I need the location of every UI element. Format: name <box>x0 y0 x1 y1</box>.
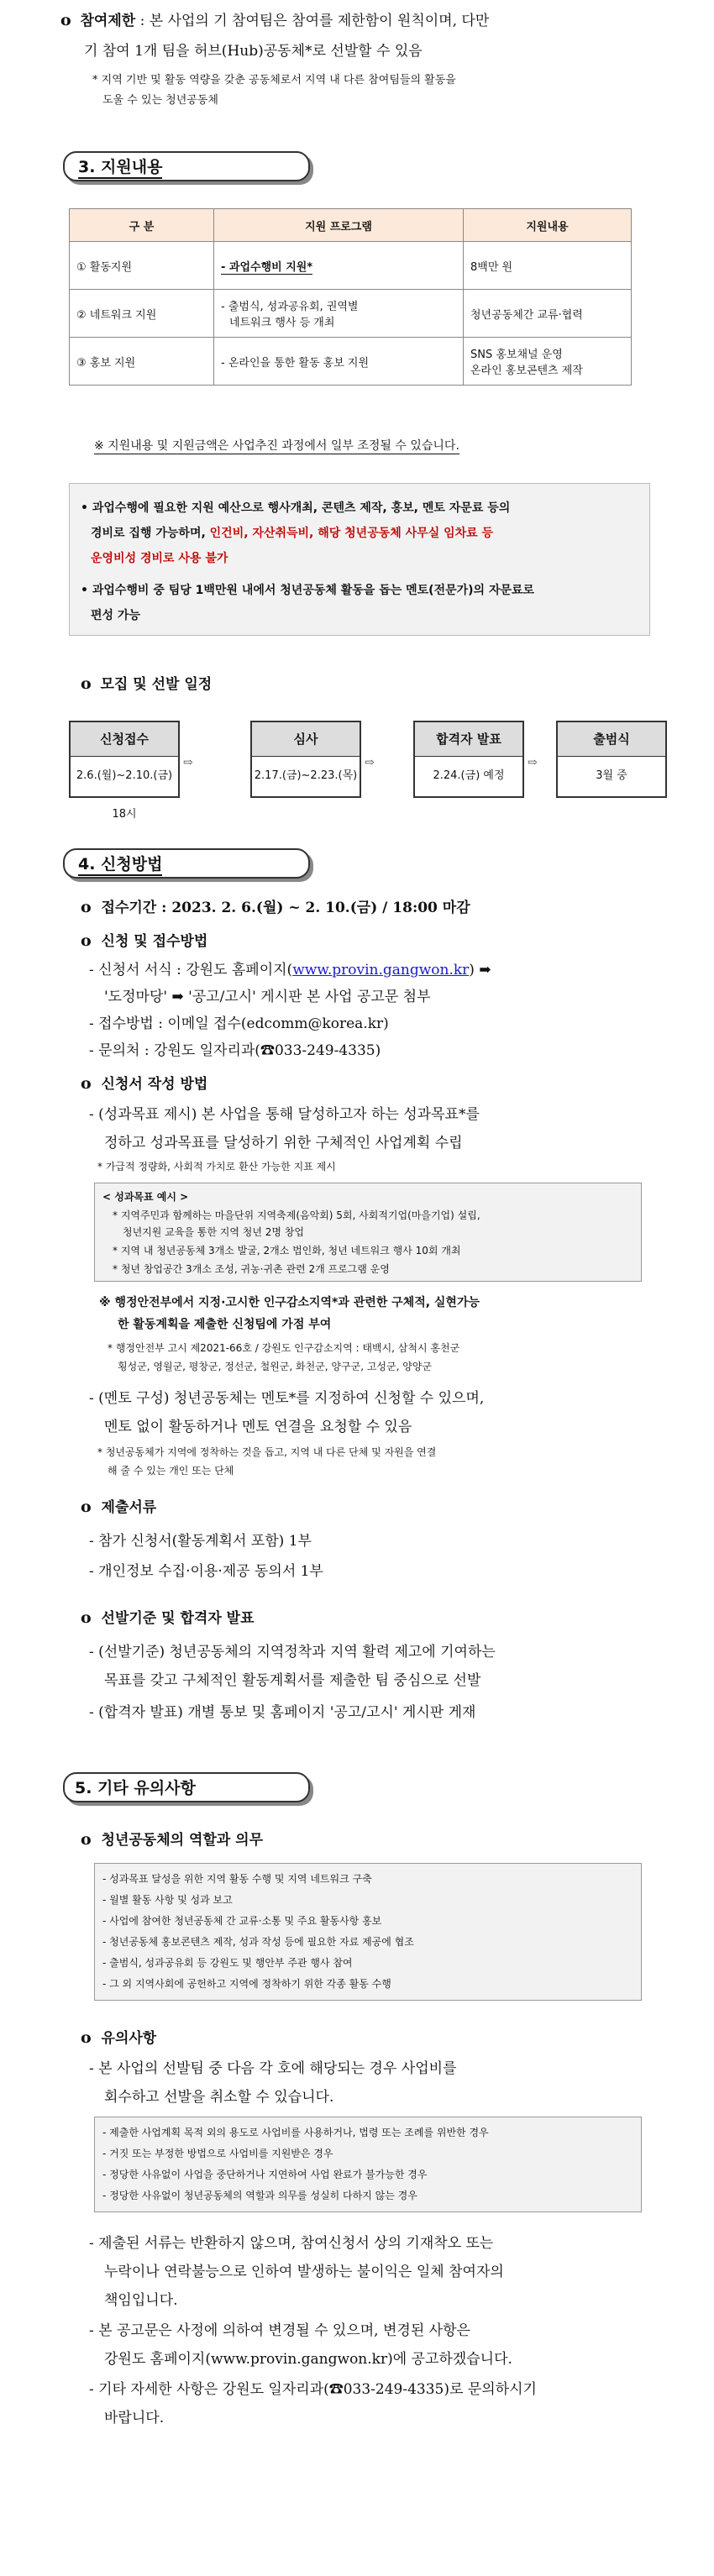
notice-line5: 강원도 홈페이지(www.provin.gangwon.kr)에 공고하겠습니다. <box>104 2351 512 2368</box>
caution-line2: 회수하고 선발을 취소할 수 있습니다. <box>104 2089 334 2106</box>
support-adjust-notice: ※ 지원내용 및 지원금액은 사업추진 과정에서 일부 조정될 수 있습니다. <box>94 437 459 454</box>
budget-line3: 운영비성 경비로 사용 불가 <box>91 552 228 565</box>
notice-line4: - 본 공고문은 사정에 의하여 변경될 수 있으며, 변경된 사항은 <box>89 2322 470 2339</box>
participation-limit-line2: 기 참여 1개 팀을 허브(Hub)공동체*로 선발할 수 있음 <box>84 43 423 60</box>
arrow-right-icon: ⇨ <box>365 756 375 769</box>
mentor-note1: * 청년공동체가 지역에 정착하는 것을 돕고, 지역 내 다른 단체 및 자원을 연결 <box>97 1446 437 1458</box>
table-cell: - 출범식, 성과공유회, 권역별 <box>221 301 359 313</box>
write-method-heading: o 신청서 작성 방법 <box>81 1074 208 1093</box>
support-table <box>69 208 632 386</box>
circle-bullet-icon: o <box>81 898 92 916</box>
role-heading: o 청년공동체의 역할과 의무 <box>81 1830 264 1849</box>
participation-limit-line <box>60 8 489 29</box>
circle-bullet-icon: o <box>81 1608 92 1627</box>
apply-form-line: - 신청서 서식 : 강원도 홈페이지(www.provin.gangwon.kr) ➡ <box>89 962 491 978</box>
application-period: o 접수기간 : 2023. 2. 6.(월) ~ 2. 10.(금) / 18:00 마감 <box>81 898 470 916</box>
goal-example-1b: 청년지원 교육을 통한 지역 청년 2명 창업 <box>123 1226 304 1238</box>
write-goal-line2: 정하고 성과목표를 달성하기 위한 구체적인 사업계획 수립 <box>104 1135 463 1152</box>
goal-example-3: * 청년 창업공간 3개소 조성, 귀농·귀촌 관련 2개 프로그램 운영 <box>113 1263 390 1275</box>
selection-heading: o 선발기준 및 합격자 발표 <box>81 1608 255 1627</box>
section-3-header <box>63 151 311 183</box>
schedule-step-announce: 합격자 발표 2.24.(금) 예정 <box>413 721 524 798</box>
list-item: - 정당한 사유없이 청년공동체의 역할과 의무를 성실히 다하지 않는 경우 <box>102 2190 417 2201</box>
docs-heading: o 제출서류 <box>81 1498 157 1516</box>
goal-example-title: < 성과목표 예시 > <box>102 1191 189 1203</box>
table-header: 지원 프로그램 <box>214 209 464 242</box>
gov-bonus-line1: ※ 행정안전부에서 지정·고시한 인구감소지역*과 관련한 구체적, 실현가능 <box>99 1296 480 1309</box>
table-cell: ① 활동지원 <box>70 242 214 290</box>
table-cell: ③ 홍보 지원 <box>70 338 214 386</box>
circle-bullet-icon: o <box>60 11 71 29</box>
caution-heading: o 유의사항 <box>81 2028 157 2047</box>
schedule-heading: o 모집 및 선발 일정 <box>81 674 213 693</box>
selection-line3: - (합격자 발표) 개별 통보 및 홈페이지 '공고/고시' 게시판 게재 <box>89 1704 476 1721</box>
section-4-title: 4. 신청방법 <box>78 852 162 876</box>
list-item: - 사업에 참여한 청년공동체 간 교류·소통 및 주요 활동사항 홍보 <box>102 1915 382 1927</box>
list-item: - 성과목표 달성을 위한 지역 활동 수행 및 지역 네트워크 구축 <box>102 1873 372 1885</box>
arrow-right-icon: ⇨ <box>528 756 538 769</box>
table-cell: - 온라인을 통한 활동 홍보 지원 <box>214 338 464 386</box>
arrow-right-icon: ⇨ <box>183 756 193 769</box>
participation-limit-heading: 참여제한 <box>80 13 136 29</box>
table-header: 지원내용 <box>464 209 632 242</box>
selection-line2: 목표를 갖고 구체적인 활동계획서를 제출한 팀 중심으로 선발 <box>104 1672 481 1689</box>
table-cell: 네트워크 행사 등 개최 <box>229 317 335 329</box>
circle-bullet-icon: o <box>81 931 92 950</box>
goal-example-2: * 지역 내 청년공동체 3개소 발굴, 2개소 법인화, 청년 네트워크 행사 10회 개최 <box>113 1245 461 1257</box>
gov-area-line1: * 행정안전부 고시 제2021-66호 / 강원도 인구감소지역 : 태백시, 삼척시 홍천군 <box>108 1342 460 1354</box>
table-cell: 온라인 홍보콘텐츠 제작 <box>470 365 583 377</box>
mentor-fee-line1: • 과업수행비 중 팀당 1백만원 내에서 청년공동체 활동을 돕는 멘토(전문가)의 자문료로 <box>81 584 535 597</box>
table-cell: - 과업수행비 지원* <box>221 260 313 274</box>
gov-area-line2: 횡성군, 영월군, 평창군, 정선군, 철원군, 화천군, 양구군, 고성군, 양양군 <box>118 1361 433 1372</box>
list-item: - 정당한 사유없이 사업을 중단하거나 지연하여 사업 완료가 불가능한 경우 <box>102 2169 428 2180</box>
circle-bullet-icon: o <box>81 1498 92 1516</box>
list-item: - 출범식, 성과공유회 등 강원도 및 행안부 주관 행사 참여 <box>102 1957 353 1969</box>
table-row <box>70 290 632 338</box>
mentor-line1: - (멘토 구성) 청년공동체는 멘토*를 지정하여 신청할 수 있으며, <box>89 1390 485 1407</box>
write-goal-note: * 가급적 정량화, 사회적 가치로 환산 가능한 지표 제시 <box>97 1161 336 1173</box>
notice-line1: - 제출된 서류는 반환하지 않으며, 참여신청서 상의 기재착오 또는 <box>89 2235 494 2252</box>
list-item: - 그 외 지역사회에 공헌하고 지역에 정착하기 위한 각종 활동 수행 <box>102 1978 391 1990</box>
goal-example-1a: * 지역주민과 함께하는 마을단위 지역축제(음악회) 5회, 사회적기업(마을기업) 설립, <box>113 1209 480 1221</box>
mentor-note2: 해 줄 수 있는 개인 또는 단체 <box>108 1465 234 1477</box>
table-row <box>70 242 632 290</box>
apply-contact-line: - 문의처 : 강원도 일자리과(☎033-249-4335) <box>89 1042 381 1059</box>
apply-email-line: - 접수방법 : 이메일 접수(edcomm@korea.kr) <box>89 1015 389 1032</box>
apply-board-line: '도정마당' ➡ '공고/고시' 게시판 본 사업 공고문 첨부 <box>104 989 431 1005</box>
budget-line2: 경비로 집행 가능하며, 인건비, 자산취득비, 해당 청년공동체 사무실 임차료 등 <box>91 527 494 540</box>
circle-bullet-icon: o <box>81 2028 92 2047</box>
schedule-step-apply: 신청접수 2.6.(월)~2.10.(금) 18시 <box>69 721 180 798</box>
selection-line1: - (선발기준) 청년공동체의 지역정착과 지역 활력 제고에 기여하는 <box>89 1644 496 1660</box>
gov-bonus-line2: 한 활동계획을 제출한 신청팀에 가점 부여 <box>118 1318 332 1331</box>
write-goal-line1: - (성과목표 제시) 본 사업을 통해 달성하고자 하는 성과목표*를 <box>89 1106 480 1123</box>
apply-method-heading: o 신청 및 접수방법 <box>81 931 208 950</box>
schedule-step-review: 심사 2.17.(금)~2.23.(목) <box>250 721 361 798</box>
mentor-fee-line2: 편성 가능 <box>91 609 140 622</box>
section-5-title: 5. 기타 유의사항 <box>75 1779 196 1797</box>
table-cell: SNS 홍보채널 운영 <box>470 349 563 361</box>
budget-line1: • 과업수행에 필요한 지원 예산으로 행사개최, 콘텐츠 제작, 홍보, 멘토 자문료 등의 <box>81 501 511 515</box>
table-cell: ② 네트워크 지원 <box>70 290 214 338</box>
caution-line1: - 본 사업의 선발팀 중 다음 각 호에 해당되는 경우 사업비를 <box>89 2060 457 2077</box>
section-4-header <box>63 848 311 880</box>
docs-item1: - 참가 신청서(활동계획서 포함) 1부 <box>89 1533 312 1550</box>
mentor-line2: 멘토 없이 활동하거나 멘토 연결을 요청할 수 있음 <box>104 1419 412 1435</box>
list-item: - 제출한 사업계획 목적 외의 용도로 사업비를 사용하거나, 법령 또는 조례를 위반한 경우 <box>102 2127 489 2138</box>
participation-limit-text: : 본 사업의 기 참여팀은 참여를 제한함이 원칙이며, 다만 <box>135 13 490 29</box>
schedule-step-launch: 출범식 3월 중 <box>556 721 667 798</box>
docs-item2: - 개인정보 수집·이용·제공 동의서 1부 <box>89 1563 323 1580</box>
provin-homepage-link[interactable]: www.provin.gangwon.kr <box>292 962 470 978</box>
hub-note-line1: * 지역 기반 및 활동 역량을 갖춘 공동체로서 지역 내 다른 참여팀들의 활동을 <box>92 74 456 87</box>
notice-line6: - 기타 자세한 사항은 강원도 일자리과(☎033-249-4335)로 문의하시기 <box>89 2381 537 2398</box>
hub-note-line2: 도울 수 있는 청년공동체 <box>102 94 218 107</box>
section-3-title: 3. 지원내용 <box>78 155 162 179</box>
list-item: - 월별 활동 사항 및 성과 보고 <box>102 1894 233 1906</box>
table-cell: 청년공동체간 교류·협력 <box>464 290 632 338</box>
circle-bullet-icon: o <box>81 674 92 693</box>
circle-bullet-icon: o <box>81 1830 92 1849</box>
circle-bullet-icon: o <box>81 1074 92 1093</box>
list-item: - 청년공동체 홍보콘텐츠 제작, 성과 작성 등에 필요한 자료 제공에 협조 <box>102 1936 414 1948</box>
section-5-header <box>63 1772 311 1804</box>
table-row <box>70 338 632 386</box>
notice-line3: 책임입니다. <box>104 2292 178 2309</box>
table-header: 구 분 <box>70 209 214 242</box>
notice-line2: 누락이나 연락불능으로 인하여 발생하는 불이익은 일체 참여자의 <box>104 2264 504 2280</box>
budget-restriction-text: 인건비, 자산취득비, 해당 청년공동체 사무실 임차료 등 <box>209 527 494 540</box>
list-item: - 거짓 또는 부정한 방법으로 사업비를 지원받은 경우 <box>102 2148 333 2159</box>
table-cell: 8백만 원 <box>464 242 632 290</box>
notice-line7: 바랍니다. <box>104 2410 165 2426</box>
